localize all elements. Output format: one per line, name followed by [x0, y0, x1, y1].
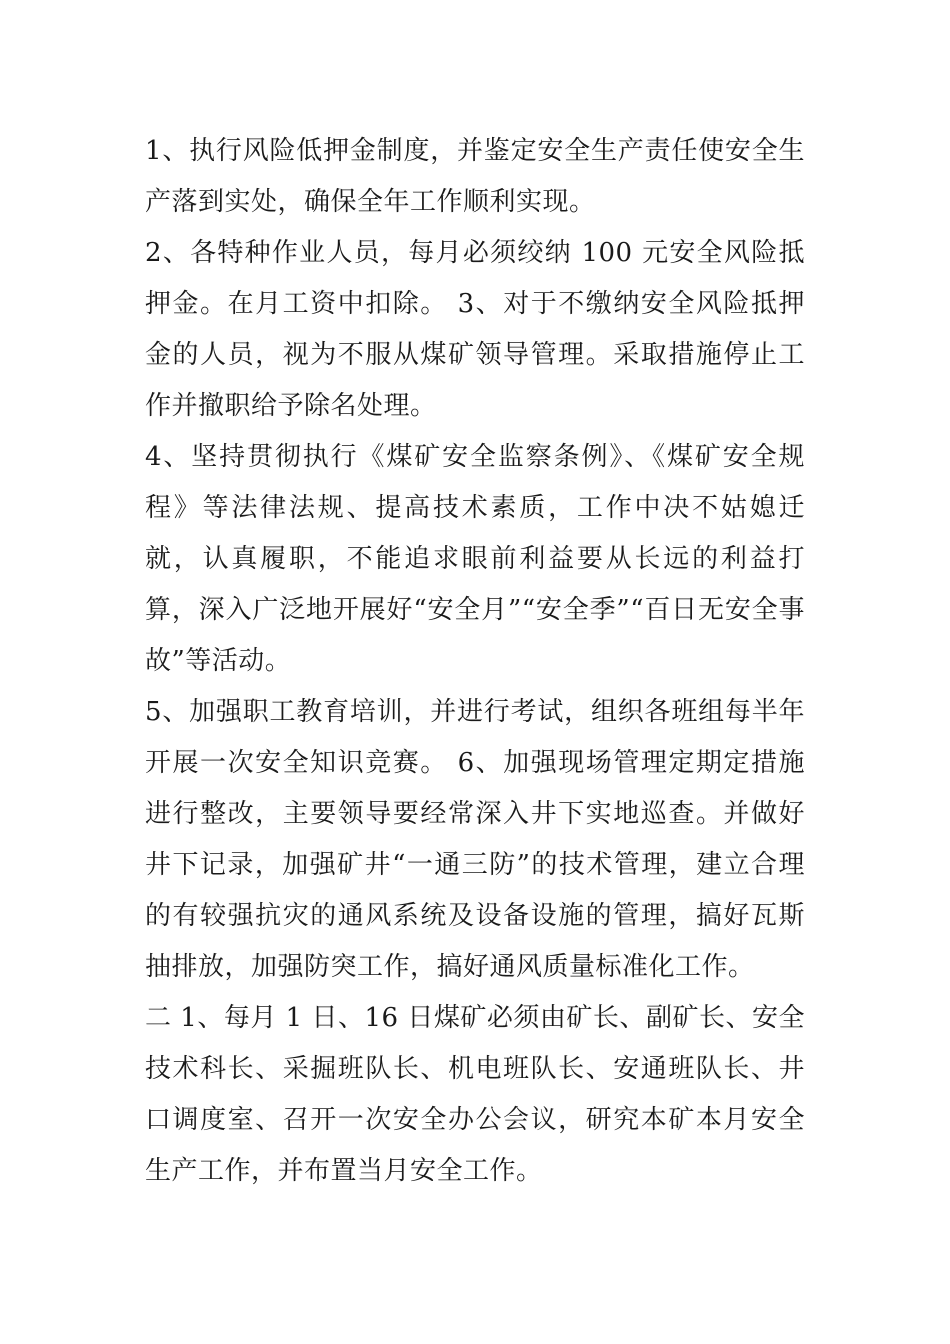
paragraph-1: 1、执行风险低押金制度，并鉴定安全生产责任使安全生产落到实处，确保全年工作顺利实现。	[145, 136, 805, 217]
paragraph-5: 二 1、每月 1 日、16 日煤矿必须由矿长、副矿长、安全技术科长、采掘班队长、机电班队长、安通班队长、井口调度室、召开一次安全办公会议，研究本矿本月安全生产工作，并布置当月安全工作。	[145, 1003, 805, 1186]
document-body	[145, 126, 805, 1197]
paragraph-3: 4、坚持贯彻执行《煤矿安全监察条例》、《煤矿安全规程》等法律法规、提高技术素质，工作中决不姑媳迁就，认真履职，不能追求眼前利益要从长远的利益打算，深入广泛地开展好“安全月”“安全季”“百日无安全事故”等活动。	[145, 442, 805, 676]
paragraph-4: 5、加强职工教育培训，并进行考试，组织各班组每半年开展一次安全知识竞赛。 6、加强现场管理定期定措施进行整改，主要领导要经常深入井下实地巡查。并做好井下记录，加强矿井“一通三防”的技术管理，建立合理的有较强抗灾的通风系统及设备设施的管理，搞好瓦斯抽排放，加强防突工作，搞好通风质量标准化工作。	[145, 697, 805, 982]
paragraph-2: 2、各特种作业人员，每月必须绞纳 100 元安全风险抵押金。在月工资中扣除。 3、对于不缴纳安全风险抵押金的人员，视为不服从煤矿领导管理。采取措施停止工作并撤职给予除名处理。	[145, 238, 805, 421]
